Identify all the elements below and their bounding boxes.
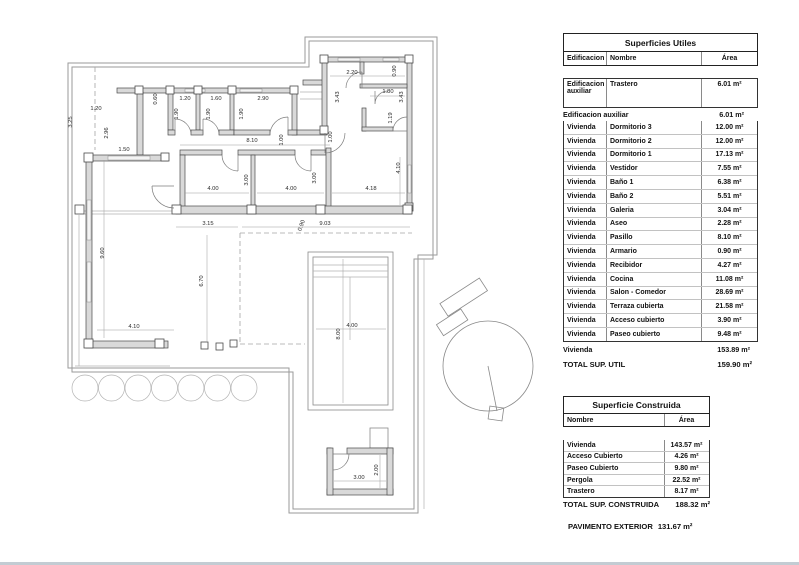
dimension-label: 2.00 — [374, 464, 380, 476]
cell-text: Trastero — [567, 488, 595, 496]
cell-text: Vivienda — [567, 234, 596, 242]
table-title: Superficies Utiles — [563, 33, 758, 52]
cell-nombre: Trastero — [606, 79, 701, 107]
total-sup-construida-row — [563, 498, 710, 512]
dimension-label: 2.90 — [257, 96, 269, 102]
column-header-nombre: Nombre — [606, 52, 701, 65]
dimension-label: 1.00 — [328, 131, 334, 143]
cell-text: Pergola — [567, 476, 593, 484]
dimension-label: 3.43 — [335, 91, 341, 103]
cell-area: 3.04 m² — [701, 204, 757, 217]
dimension-label: 3.00 — [353, 475, 365, 481]
table-row — [564, 217, 757, 231]
cell-text: Vivienda — [567, 192, 596, 200]
table-body — [563, 440, 710, 498]
cell-text: Pasillo — [606, 231, 701, 244]
column-header-area: Área — [664, 414, 708, 426]
cell-text: Baño 2 — [606, 190, 701, 203]
table-row — [564, 258, 757, 272]
table-row — [564, 121, 757, 134]
table-row — [564, 189, 757, 203]
table-gap — [563, 66, 758, 78]
dimension-label: 0.90 — [297, 219, 307, 232]
cell-text: Dormitorio 1 — [606, 149, 701, 162]
cell-text: Salon - Comedor — [606, 287, 701, 300]
dimension-label: 4.10 — [396, 162, 402, 174]
dimension-label: 4.10 — [128, 324, 140, 330]
cell-text: Vivienda — [567, 248, 596, 256]
cell-edificacion: Edificacion auxiliar — [567, 81, 605, 95]
cell-text: Paseo Cubierto — [567, 464, 619, 472]
table-row — [564, 161, 757, 175]
total-label: TOTAL SUP. UTIL — [563, 359, 626, 369]
dimension-label: 1.60 — [210, 96, 222, 102]
dimension-label: 1.90 — [239, 108, 245, 120]
swimming-pool — [308, 252, 393, 410]
table-gap — [563, 427, 710, 440]
cell-text: Vivienda — [567, 261, 596, 269]
dimension-label: 3.00 — [312, 172, 318, 184]
dimension-label: 4.18 — [365, 186, 377, 192]
pavimento-label: PAVIMENTO EXTERIOR — [568, 521, 653, 531]
total-sup-util-row — [563, 357, 758, 372]
cell-text: Acceso Cubierto — [567, 453, 623, 461]
cell-text: Galeria — [606, 204, 701, 217]
table-row — [564, 451, 709, 463]
storage-building — [327, 428, 393, 495]
cell-text: Vivienda — [567, 206, 596, 214]
cell-text: Armario — [606, 245, 701, 258]
cell-area: 5.51 m² — [701, 190, 757, 203]
cell-area: 17.13 m² — [701, 149, 757, 162]
table-row — [564, 148, 757, 162]
dimension-label: 1.50 — [118, 147, 130, 153]
cell-text: Paseo cubierto — [606, 328, 701, 341]
dimension-label: 3.25 — [68, 116, 74, 128]
table-row — [564, 327, 757, 341]
table-row — [564, 244, 757, 258]
subtotal-label: Vivienda — [563, 344, 593, 354]
pavimento-exterior-row — [563, 522, 710, 531]
dimension-label: 0.90 — [392, 65, 398, 77]
total-value: 188.32 m² — [675, 500, 710, 510]
cell-text: Vivienda — [567, 151, 596, 159]
table-superficie-construida — [563, 396, 710, 531]
cell-area: 12.00 m² — [701, 135, 757, 148]
table-superficies-utiles — [563, 33, 758, 372]
dimension-label: 4.00 — [346, 323, 358, 329]
cell-area: 3.90 m² — [701, 314, 757, 327]
dimension-label: 2.96 — [104, 127, 110, 139]
cell-area: 12.00 m² — [701, 121, 757, 134]
total-label: TOTAL SUP. CONSTRUIDA — [563, 500, 660, 510]
cell-area: 11.08 m² — [701, 273, 757, 286]
table-header-row — [563, 414, 710, 427]
cell-text: Vivienda — [567, 165, 596, 173]
cell-area: 7.55 m² — [701, 162, 757, 175]
cell-area: 22.52 m² — [664, 475, 708, 486]
table-row — [564, 474, 709, 486]
column-header-area: Área — [701, 52, 757, 65]
cell-text: Terraza cubierta — [606, 300, 701, 313]
table-row — [564, 286, 757, 300]
landscape-circles — [72, 375, 257, 401]
dimension-label: 9.03 — [319, 221, 331, 227]
cell-area: 6.38 m² — [701, 176, 757, 189]
table-row — [563, 78, 758, 108]
dimension-label: 1.20 — [179, 96, 191, 102]
cell-text: Vestidor — [606, 162, 701, 175]
dimension-labels — [68, 65, 405, 481]
cell-text: Dormitorio 3 — [606, 121, 701, 134]
cell-text: Vivienda — [567, 275, 596, 283]
table-row — [564, 313, 757, 327]
cell-area: 9.48 m² — [701, 328, 757, 341]
cell-text: Vivienda — [567, 137, 596, 145]
cell-area: 8.10 m² — [701, 231, 757, 244]
cell-text: Cocina — [606, 273, 701, 286]
table-body — [563, 121, 758, 342]
dimension-label: 3.00 — [244, 174, 250, 186]
cell-area: 2.28 m² — [701, 218, 757, 231]
table-row — [564, 462, 709, 474]
column-header-edificacion: Edificacion — [567, 55, 605, 62]
subtotal-label: Edificacion auxiliar — [563, 110, 629, 119]
dimension-label: 1.20 — [90, 106, 102, 112]
dimension-label: 1.90 — [174, 108, 180, 120]
column-header-nombre: Nombre — [567, 416, 594, 424]
subtotal-value: 153.89 m² — [717, 344, 750, 354]
cell-text: Vivienda — [567, 220, 596, 228]
round-tank-feature — [436, 278, 533, 421]
cell-area: 4.27 m² — [701, 259, 757, 272]
table-row — [564, 485, 709, 497]
table-row — [564, 272, 757, 286]
pavimento-value: 131.67 m² — [657, 521, 693, 531]
cell-text: Vivienda — [567, 441, 596, 449]
cell-text: Vivienda — [567, 330, 596, 338]
cell-area: 21.58 m² — [701, 300, 757, 313]
table-row — [564, 175, 757, 189]
subtotal-value: 6.01 m² — [719, 110, 744, 119]
dimension-label: 6.70 — [199, 275, 205, 287]
cell-text: Recibidor — [606, 259, 701, 272]
cell-text: Baño 1 — [606, 176, 701, 189]
dimension-label: 1.90 — [206, 108, 212, 120]
dimension-label: 8.00 — [336, 328, 342, 340]
cell-area: 143.57 m² — [664, 440, 708, 451]
cell-area: 0.90 m² — [701, 245, 757, 258]
cell-text: Acceso cubierto — [606, 314, 701, 327]
dimension-label: 0.60 — [153, 93, 159, 105]
dimension-label: 2.20 — [346, 70, 358, 76]
dimension-label: 9.60 — [100, 247, 106, 259]
dimension-label: 4.00 — [285, 186, 297, 192]
table-row — [564, 440, 709, 451]
dimension-label: 1.19 — [388, 112, 394, 124]
cell-text: Vivienda — [567, 123, 596, 131]
subtotal-row-aux — [563, 108, 758, 121]
dimension-label: 3.15 — [202, 221, 214, 227]
dimension-label: 4.00 — [207, 186, 219, 192]
table-row — [564, 299, 757, 313]
cell-text: Dormitorio 2 — [606, 135, 701, 148]
table-title: Superficie Construida — [563, 396, 710, 414]
dimension-label: 1.00 — [279, 134, 285, 146]
cell-text: Vivienda — [567, 179, 596, 187]
table-row — [564, 134, 757, 148]
cell-area: 6.01 m² — [701, 79, 757, 107]
house-walls — [75, 55, 413, 366]
cell-area: 28.69 m² — [701, 287, 757, 300]
dimension-label: 8.10 — [246, 138, 258, 144]
table-row — [564, 203, 757, 217]
table-row — [564, 230, 757, 244]
subtotal-row-vivienda — [563, 342, 758, 357]
cell-text: Aseo — [606, 218, 701, 231]
dimension-label: 3.43 — [399, 91, 405, 103]
cell-text: Vivienda — [567, 317, 596, 325]
cell-area: 9.80 m² — [664, 463, 708, 474]
plot-boundary — [68, 37, 437, 513]
total-value: 159.90 m² — [717, 359, 752, 369]
cell-text: Vivienda — [567, 303, 596, 311]
cell-text: Vivienda — [567, 289, 596, 297]
dimension-label: 1.80 — [382, 89, 394, 95]
cell-area: 4.26 m² — [664, 452, 708, 463]
table-header-row — [563, 52, 758, 66]
cell-area: 8.17 m² — [664, 486, 708, 497]
